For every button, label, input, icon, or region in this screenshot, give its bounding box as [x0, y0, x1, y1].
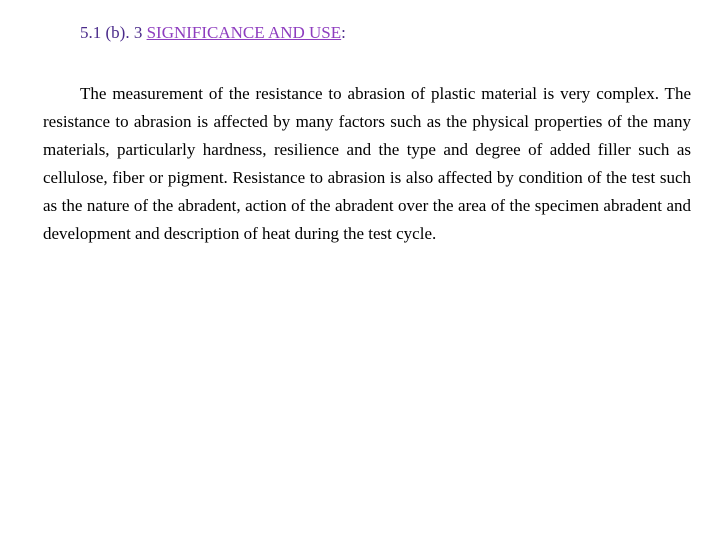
section-title: SIGNIFICANCE AND USE: [146, 23, 342, 42]
body-paragraph: The measurement of the resistance to abrasion of plastic material is very complex. The resistance to abrasion is affected by many factors such as the physical properties of the many materials, particularly hardness, resilience and the type and degree of added filler such as cellulose, fiber or pigment. Resistance to abrasion is also affected by condition of the test such as the nature of the abradent, action of the abradent over the area of the specimen abradent and development and description of heat during the test cycle.: [43, 84, 691, 243]
section-number: 5.1 (b). 3: [80, 23, 147, 42]
section-colon: :: [341, 23, 346, 42]
section-heading: [80, 22, 346, 44]
